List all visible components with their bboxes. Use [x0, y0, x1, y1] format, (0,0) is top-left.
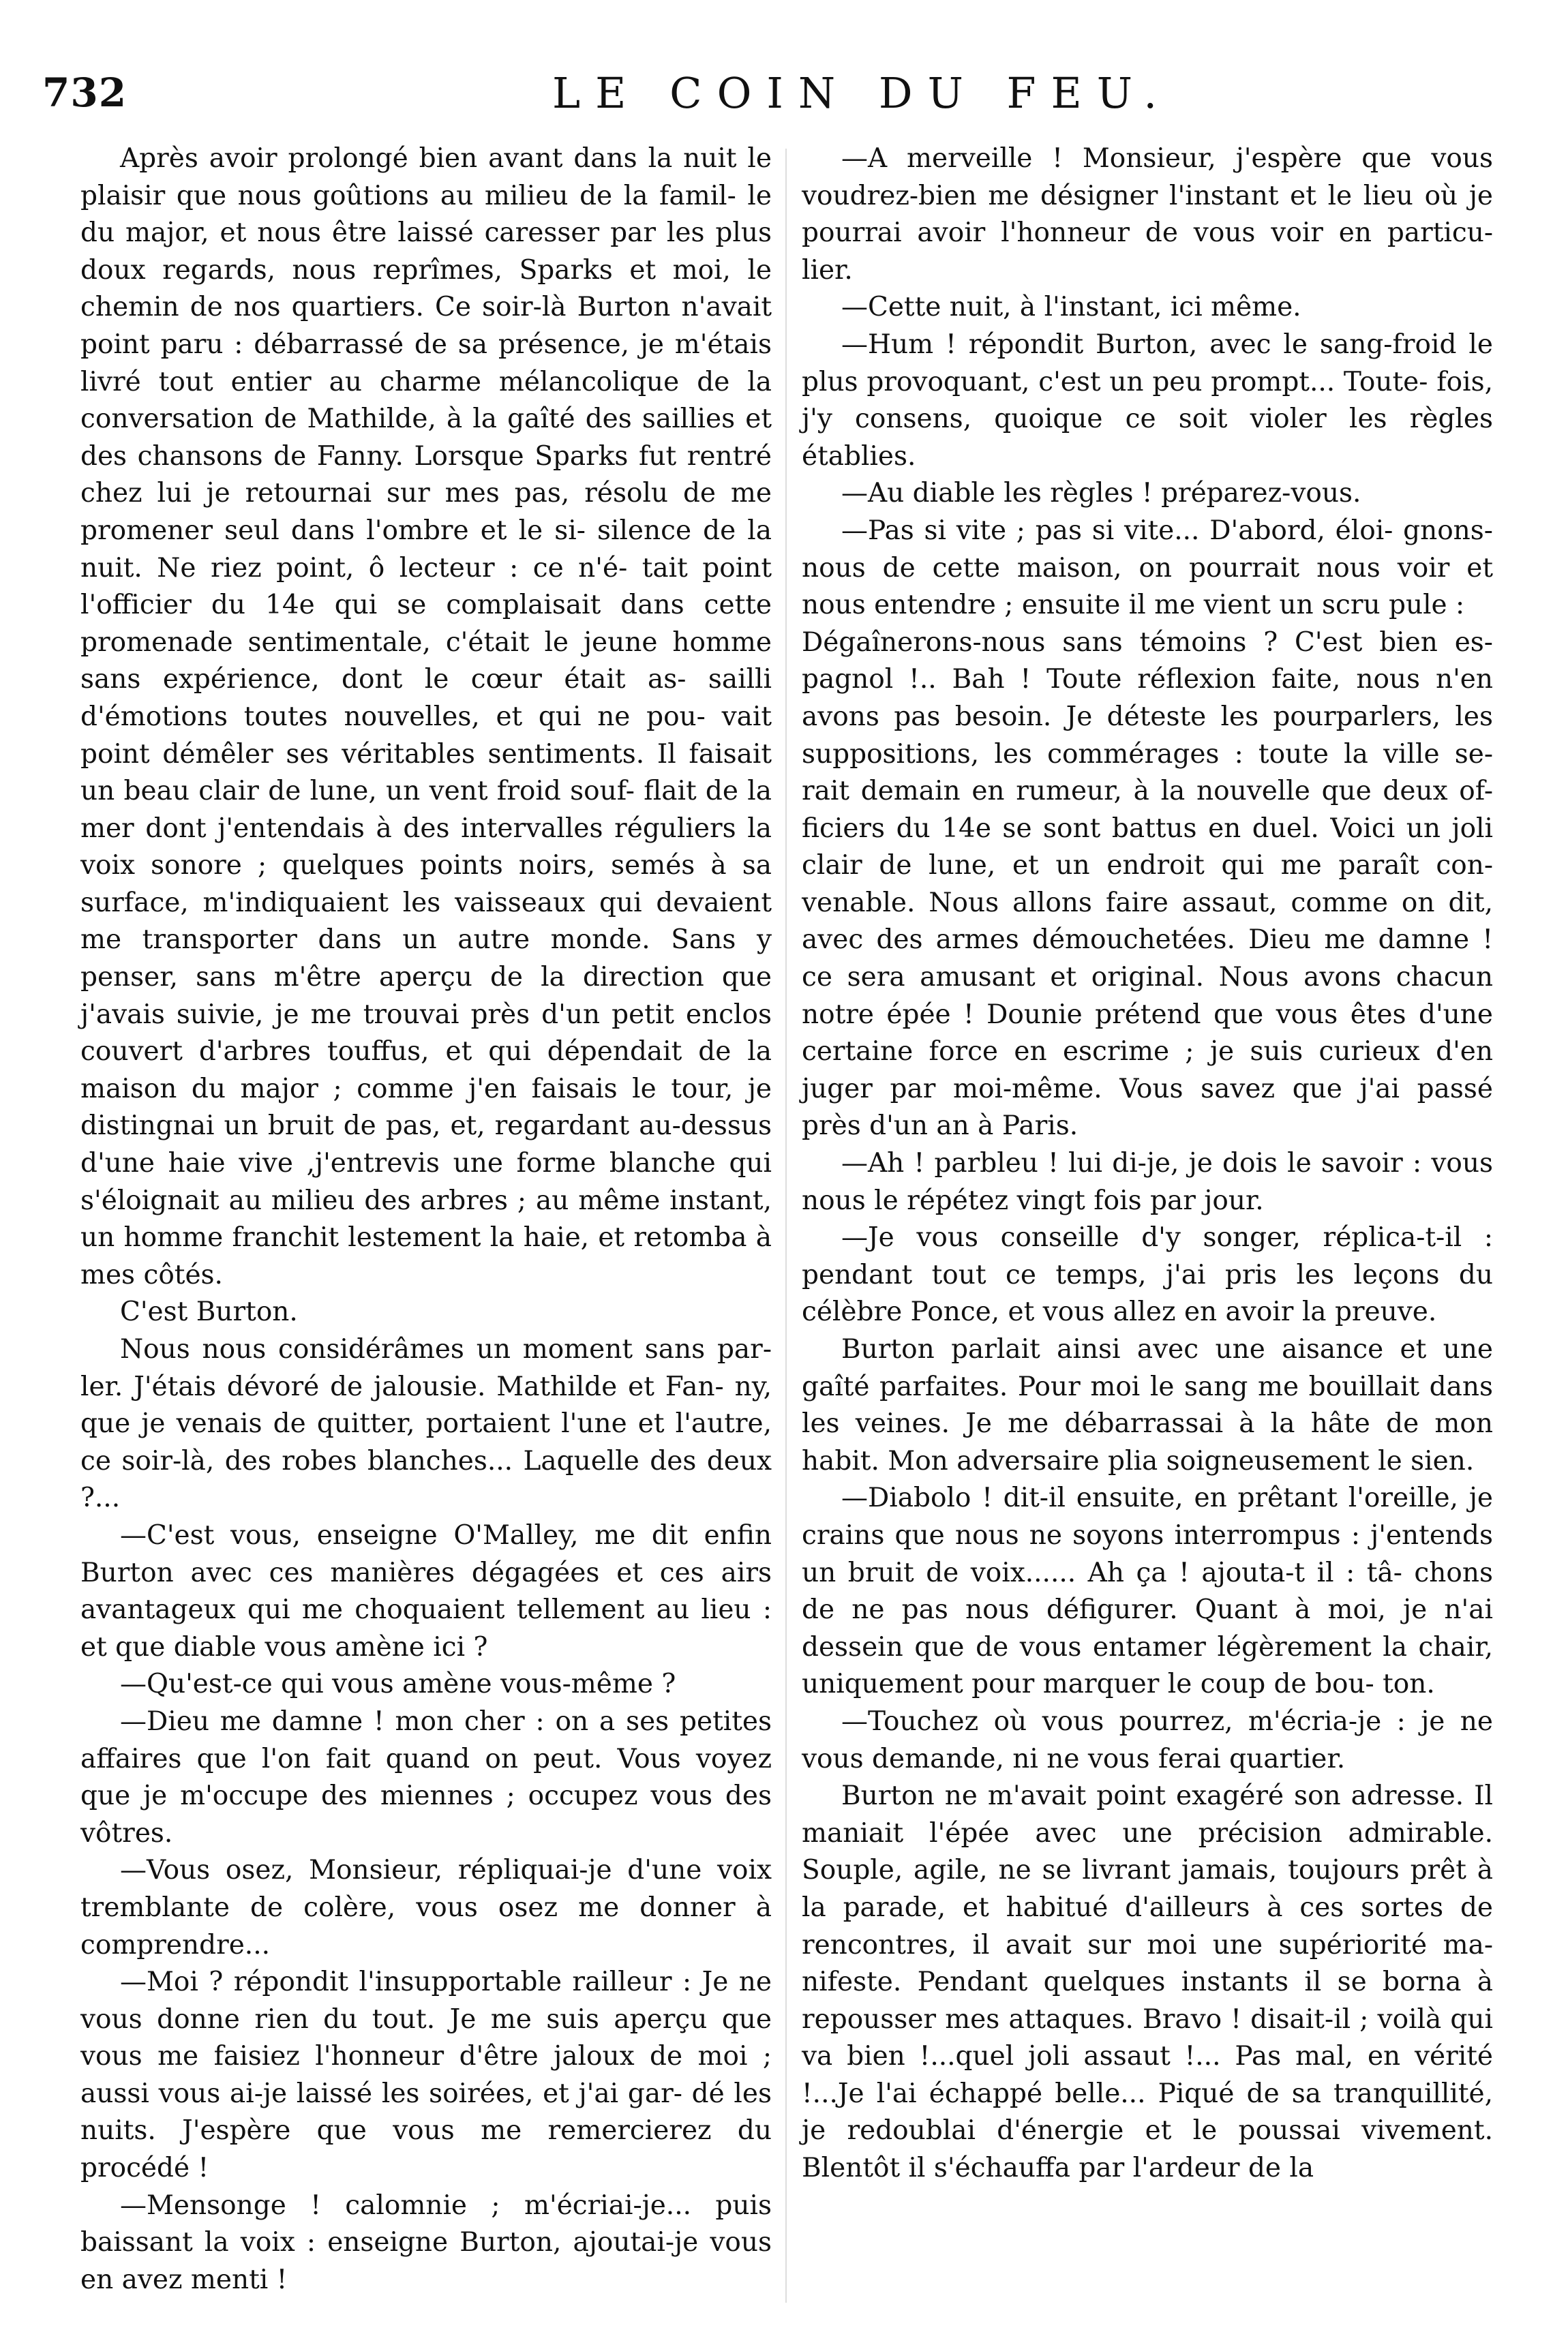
paragraph: Burton parlait ainsi avec une aisance et une gaîté parfaites. Pour moi le sang me bouillait dans les veines. Je me débarrassai à la hâte de mon habit. Mon adversaire plia soigneusement le sien.: [802, 1334, 1493, 1477]
paragraph: —Vous osez, Monsieur, répliquai-je d'une voix tremblante de colère, vous osez me donner à comprendre...: [80, 1855, 772, 1960]
paragraph: —Hum ! répondit Burton, avec le sang-froid le plus provoquant, c'est un peu prompt... Toute- fois, j'y consens, quoique ce soit violer les règles établies.: [802, 329, 1493, 472]
paragraph: —Au diable les règles ! préparez-vous.: [841, 478, 1361, 509]
paragraph: —Moi ? répondit l'insupportable railleur : Je ne vous donne rien du tout. Je me suis aperçu que vous me faisiez l'honneur d'être jaloux de moi ; aussi vous ai-je laissé les soirées, et j'ai gar- dé les nuits. J'espère que vous me remercierez du procédé !: [80, 1967, 772, 2184]
paragraph: —Mensonge ! calomnie ; m'écriai-je... puis baissant la voix : enseigne Burton, ajoutai-je vous en avez menti !: [80, 2190, 772, 2295]
paragraph: —Qu'est-ce qui vous amène vous-même ?: [120, 1669, 676, 1700]
paragraph: —Ah ! parbleu ! lui di-je, je dois le savoir : vous nous le répétez vingt fois par jour.: [802, 1148, 1493, 1216]
page-number: 732: [42, 70, 127, 116]
paragraph: —Je vous conseille d'y songer, réplica-t-il : pendant tout ce temps, j'ai pris les leçons du célèbre Ponce, et vous allez en avoir la preuve.: [802, 1222, 1493, 1328]
paragraph: —A merveille ! Monsieur, j'espère que vous voudrez-bien me désigner l'instant et le lieu où je pourrai avoir l'honneur de vous voir en particu- lier.: [802, 143, 1493, 286]
paragraph: Après avoir prolongé bien avant dans la nuit le plaisir que nous goûtions au milieu de la famil- le du major, et nous être laissé caresser par les plus doux regards, nous reprîmes, Sparks et moi, le chemin de nos quartiers. Ce soir-là Burton n'avait point paru : débarrassé de sa présence, je m'étais livré tout entier au charme mélancolique de la conversation de Mathilde, à la gaîté des saillies et des chansons de Fanny. Lorsque Sparks fut rentré chez lui je retournai sur mes pas, résolu de me promener seul dans l'ombre et le si- silence de la nuit. Ne riez point, ô lecteur : ce n'é- tait point l'officier du 14e qui se complaisait dans cette promenade sentimentale, c'était le jeune homme sans expérience, dont le cœur était as- sailli d'émotions toutes nouvelles, et qui ne pou- vait point démêler ses véritables sentiments. Il faisait un beau clair de lune, un vent froid souf- flait de la mer dont j'entendais à des intervalles réguliers la voix sonore ; quelques points noirs, semés à sa surface, m'indiquaient les vaisseaux qui devaient me transporter dans un autre monde. Sans y penser, sans m'être aperçu de la direction que j'avais suivie, je me trouvai près d'un petit enclos couvert d'arbres touffus, et qui dépendait de la maison du major ; comme j'en faisais le tour, je distingnai un bruit de pas, et, regardant au-dessus d'une haie vive ,j'entrevis une forme blanche qui s'éloignait au milieu des arbres ; au même instant, un homme franchit lestement la haie, et retomba à mes côtés.: [80, 143, 772, 1290]
paragraph: —Dieu me damne ! mon cher : on a ses petites affaires que l'on fait quand on peut. Vous voyez que je m'occupe des miennes ; occupez vous des vôtres.: [80, 1706, 772, 1849]
paragraph: —Pas si vite ; pas si vite... D'abord, éloi- gnons-nous de cette maison, on pourrait nous voir et nous entendre ; ensuite il me vient un scru pule :: [802, 515, 1493, 621]
paragraph: —Cette nuit, à l'instant, ici même.: [841, 292, 1301, 323]
paragraph: —C'est vous, enseigne O'Malley, me dit enfin Burton avec ces manières dégagées et ces airs avantageux qui me choquaient tellement au lieu : et que diable vous amène ici ?: [80, 1519, 772, 1663]
paragraph: C'est Burton.: [120, 1297, 298, 1328]
paragraph: Nous nous considérâmes un moment sans par- ler. J'étais dévoré de jalousie. Mathilde et Fan- ny, que je venais de quitter, portaient l'une et l'autre, ce soir-là, des robes blanches... Laquelle des deux ?...: [80, 1334, 772, 1514]
page-header: [0, 53, 1568, 118]
left-column: [80, 140, 772, 2299]
paragraph: —Touchez où vous pourrez, m'écria-je : je ne vous demande, ni ne vous ferai quartier.: [802, 1706, 1493, 1774]
paragraph: Dégaînerons-nous sans témoins ? C'est bien es- pagnol !.. Bah ! Toute réflexion faite, nous n'en avons pas besoin. Je déteste les pourparlers, les suppositions, les commérages : toute la ville se- rait demain en rumeur, à la nouvelle que deux of- ficiers du 14e se sont battus en duel. Voici un joli clair de lune, et un endroit qui me paraît con- venable. Nous allons faire assaut, comme on dit, avec des armes démouchetées. Dieu me damne ! ce sera amusant et original. Nous avons chacun notre épée ! Dounie prétend que vous êtes d'une certaine force en escrime ; je suis curieux d'en juger par moi-même. Vous savez que j'ai passé près d'un an à Paris.: [802, 626, 1493, 1142]
running-title: LE COIN DU FEU.: [552, 68, 1173, 118]
right-column: [802, 140, 1493, 2187]
paragraph: Burton ne m'avait point exagéré son adresse. Il maniait l'épée avec une précision admirable. Souple, agile, ne se livrant jamais, toujours prêt à la parade, et habitué d'ailleurs à ces sortes de rencontres, il avait sur moi une supériorité ma- nifeste. Pendant quelques instants il se borna à repousser mes attaques. Bravo ! disait-il ; voilà qui va bien !...quel joli assaut !... Pas mal, en vérité !...Je l'ai échappé belle... Piqué de sa tranquillité, je redoublai d'énergie et le poussai vivement. Blentôt il s'échauffa par l'ardeur de la: [802, 1781, 1493, 2184]
paragraph: —Diabolo ! dit-il ensuite, en prêtant l'oreille, je crains que nous ne soyons interrompus : j'entends un bruit de voix...... Ah ça ! ajouta-t il : tâ- chons de ne pas nous défigurer. Quant à moi, je n'ai dessein que de vous entamer légèrement la chair, uniquement pour marquer le coup de bou- ton.: [802, 1483, 1493, 1700]
column-divider: [785, 149, 787, 2303]
